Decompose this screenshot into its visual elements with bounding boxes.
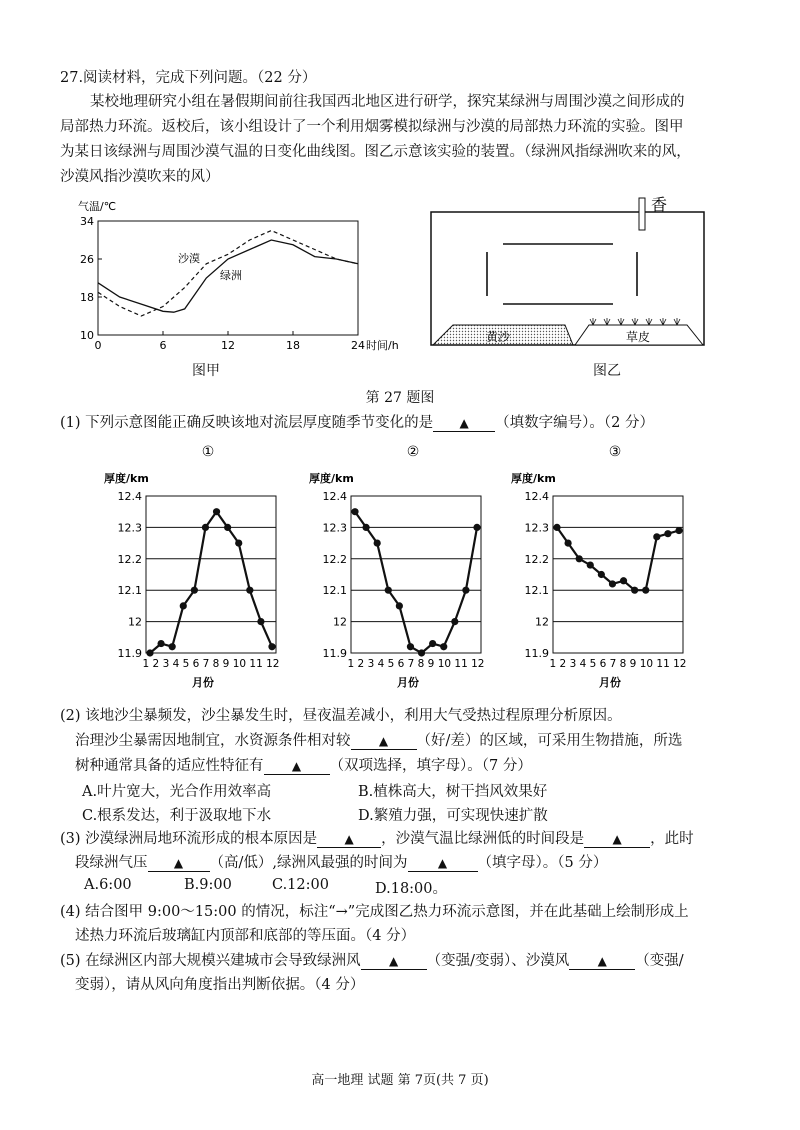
chart-month-ticks: 1 2 3 4 5 6 7 8 9 10 11 12: [347, 658, 485, 670]
chart-number: ②: [406, 444, 420, 460]
q2-line3-before: 树种通常具备的适应性特征有: [75, 758, 264, 774]
q2-option-d[interactable]: D.繁殖力强，可实现快速扩散: [358, 808, 548, 824]
thickness-point: [473, 524, 480, 531]
q4-line-1: (4) 结合图甲 9:00～15:00 的情况，标注“→”完成图乙热力环流示意图，并在此基础上绘制形成上: [60, 904, 689, 920]
fig-jia-ytick: 26: [80, 253, 94, 266]
grass-tufts: [590, 318, 680, 325]
thickness-point: [429, 640, 436, 647]
q2-line-1: (2) 该地沙尘暴频发，沙尘暴发生时，昼夜温差减小，利用大气受热过程原理分析原因。: [60, 708, 622, 724]
q5-line1-c: （变强/: [635, 953, 684, 969]
thickness-point: [374, 540, 381, 547]
thickness-line: [150, 512, 272, 653]
chart-ytick: 12.2: [322, 552, 347, 566]
q1-line: [60, 413, 654, 433]
thickness-point: [180, 602, 187, 609]
incense-stick: [639, 198, 645, 230]
triangle-icon: ▲: [173, 856, 184, 870]
thickness-point: [653, 533, 660, 540]
desert-series-label: 沙漠: [178, 252, 200, 265]
thickness-point: [257, 618, 264, 625]
thickness-point: [191, 587, 198, 594]
thickness-point: [268, 643, 275, 650]
chart-frame: [351, 496, 481, 653]
thickness-point: [440, 643, 447, 650]
q5-line1-a: (5) 在绿洲区内部大规模兴建城市会导致绿洲风: [60, 953, 361, 969]
q3-blank-3[interactable]: [148, 855, 210, 872]
fig-yi-apparatus: [425, 192, 715, 357]
oasis-series-label: 绿洲: [220, 269, 242, 282]
chart-xlabel: 月份: [192, 676, 214, 689]
q3-line2-a: 段绿洲气压: [75, 855, 148, 871]
chart-ytick: 11.9: [322, 647, 347, 660]
thickness-point: [235, 540, 242, 547]
q2-blank-1[interactable]: [351, 733, 417, 750]
q2-option-c[interactable]: C.根系发达，利于汲取地下水: [82, 808, 272, 824]
triangle-icon: ▲: [612, 832, 622, 846]
fig-jia-xtick: 12: [221, 339, 235, 352]
q1-text-after: （填数字编号）。（2 分）: [495, 415, 654, 431]
chart-ylabel: 厚度/km: [309, 472, 354, 485]
thickness-point: [587, 561, 594, 568]
chart-ytick: 12: [128, 615, 142, 629]
thickness-point: [146, 649, 153, 656]
q3-line2-b: （高/低）,绿洲风最强的时间为: [209, 855, 408, 871]
q2-line3-after: （双项选择，填字母）。（7 分）: [329, 758, 532, 774]
thickness-point: [675, 527, 682, 534]
fig-yi-caption: 图乙: [593, 363, 621, 379]
q5-blank-1[interactable]: [361, 953, 427, 970]
thickness-chart-2: [305, 438, 505, 698]
thickness-point: [553, 524, 560, 531]
fig-jia-xtick: 24: [351, 339, 365, 352]
chart-month-ticks: 1 2 3 4 5 6 7 8 9 10 11 12: [142, 658, 280, 670]
intro-line-3: 为某日该绿洲与周围沙漠气温的日变化曲线图。图乙示意该实验的装置。（绿洲风指绿洲吹来的风，: [60, 144, 691, 160]
chart-ylabel: 厚度/km: [511, 472, 556, 485]
thickness-point: [246, 587, 253, 594]
fig-jia-ytick: 18: [80, 291, 94, 304]
intro-line-4: 沙漠风指沙漠吹来的风）: [60, 169, 220, 185]
chart-month-ticks: 1 2 3 4 5 6 7 8 9 10 11 12: [549, 658, 687, 670]
question-title: 27.阅读材料，完成下列问题。（22 分）: [60, 70, 317, 86]
chart-ytick: 12.3: [524, 521, 549, 535]
q2-blank-2[interactable]: [264, 758, 330, 775]
chart-xlabel: 月份: [397, 676, 419, 689]
triangle-icon: ▲: [597, 954, 607, 968]
fig-jia-xtick: 6: [159, 339, 167, 352]
chart-ytick: 11.9: [117, 647, 142, 660]
figure-caption: 第 27 题图: [365, 390, 435, 406]
thickness-point: [213, 508, 220, 515]
chart-xlabel: 月份: [599, 676, 621, 689]
fig-jia-chart: [60, 196, 399, 366]
thickness-point: [620, 577, 627, 584]
q3-option-c[interactable]: C.12:00: [272, 877, 329, 893]
triangle-icon: ▲: [437, 856, 448, 870]
thickness-point: [609, 580, 616, 587]
thickness-point: [664, 530, 671, 537]
fig-jia-ytick: 10: [80, 329, 94, 342]
chart-ylabel: 厚度/km: [104, 472, 149, 485]
intro-line-2: 局部热力环流。返校后，该小组设计了一个利用烟雾模拟绿洲与沙漠的局部热力环流的实验。图甲: [60, 119, 684, 135]
q2-line2-mid: （好/差）的区域，可采用生物措施，所选: [416, 733, 683, 749]
thickness-point: [362, 524, 369, 531]
q2-option-a[interactable]: A.叶片宽大，光合作用效率高: [82, 784, 272, 800]
thickness-point: [157, 640, 164, 647]
chart-ytick: 12.1: [117, 584, 142, 598]
q3-line1-c: ，此时: [650, 831, 694, 847]
q3-line2-c: （填字母）。（5 分）: [477, 855, 608, 871]
chart-ytick: 12.3: [117, 521, 142, 535]
sand-label: 黄沙: [485, 330, 511, 344]
triangle-icon: ▲: [291, 759, 302, 773]
thickness-point: [418, 649, 425, 656]
chart-ytick: 12: [333, 615, 347, 629]
thickness-point: [462, 587, 469, 594]
chart-number: ③: [608, 444, 622, 460]
fig-jia-xtick: 0: [94, 339, 102, 352]
thickness-point: [396, 602, 403, 609]
thickness-point: [642, 587, 649, 594]
chart-ytick: 12.2: [524, 552, 549, 566]
triangle-icon: ▲: [459, 416, 469, 430]
thickness-point: [224, 524, 231, 531]
fig-jia-caption: 图甲: [192, 363, 220, 379]
chart-ytick: 12.4: [117, 490, 142, 503]
q3-blank-4[interactable]: [408, 855, 478, 872]
q2-option-b[interactable]: B.植株高大，树干挡风效果好: [358, 784, 548, 800]
chart-frame: [553, 496, 683, 653]
q5-line-1: [60, 951, 684, 971]
intro-line-1: 某校地理研究小组在暑假期间前往我国西北地区进行研学，探究某绿洲与周围沙漠之间形成的: [90, 94, 685, 110]
thickness-chart-3: [507, 438, 707, 698]
chart-ytick: 12.4: [524, 490, 549, 503]
q5-line1-b: （变强/变弱）、沙漠风: [426, 953, 570, 969]
grass-label: 草皮: [625, 330, 651, 344]
q3-line-2: [75, 853, 607, 873]
chart-ytick: 12: [535, 615, 549, 629]
q2-line2-before: 治理沙尘暴需因地制宜，水资源条件相对较: [75, 733, 351, 749]
fig-jia-xlabel: 时间/h: [366, 339, 399, 352]
thickness-line: [355, 512, 477, 653]
q3-line1-a: (3) 沙漠绿洲局地环流形成的根本原因是: [60, 831, 318, 847]
q3-blank-1[interactable]: [317, 831, 381, 848]
thickness-point: [631, 587, 638, 594]
page-footer: 高一地理 试题 第 7页(共 7 页): [311, 1073, 489, 1088]
q5-blank-2[interactable]: [569, 953, 635, 970]
thickness-point: [169, 643, 176, 650]
q2-line-2: [75, 731, 682, 751]
thickness-point: [598, 571, 605, 578]
q4-line-2: 述热力环流后玻璃缸内顶部和底部的等压面。（4 分）: [75, 928, 416, 944]
chart-number: ①: [201, 444, 215, 460]
chart-ytick: 12.1: [524, 584, 549, 598]
q1-text-before: (1) 下列示意图能正确反映该地对流层厚度随季节变化的是: [60, 415, 434, 431]
triangle-icon: ▲: [378, 734, 389, 748]
fig-jia-ylabel: 气温/℃: [78, 200, 117, 213]
triangle-icon: ▲: [344, 832, 354, 846]
thickness-point: [351, 508, 358, 515]
thickness-point: [576, 555, 583, 562]
q5-line-2: 变弱），请从风向角度指出判断依据。（4 分）: [75, 977, 365, 993]
chart-ytick: 11.9: [524, 647, 549, 660]
q3-line-1: [60, 829, 694, 849]
chart-ytick: 12.4: [322, 490, 347, 503]
chart-ytick: 12.2: [117, 552, 142, 566]
chart-ytick: 12.1: [322, 584, 347, 598]
q2-line-3: [75, 756, 532, 776]
thickness-point: [564, 540, 571, 547]
q3-option-d[interactable]: D.18:00。: [375, 881, 448, 897]
fig-jia-xtick: 18: [286, 339, 300, 352]
thickness-point: [202, 524, 209, 531]
incense-label: 香: [651, 195, 668, 214]
thickness-point: [451, 618, 458, 625]
thickness-point: [407, 643, 414, 650]
thickness-chart-1: [100, 438, 300, 698]
q1-answer-blank[interactable]: [433, 415, 495, 432]
fig-jia-ytick: 34: [80, 215, 94, 228]
q3-option-b[interactable]: B.9:00: [184, 877, 232, 893]
triangle-icon: ▲: [389, 954, 399, 968]
chart-ytick: 12.3: [322, 521, 347, 535]
q3-line1-b: ，沙漠气温比绿洲低的时间段是: [381, 831, 585, 847]
q3-option-a[interactable]: A.6:00: [84, 877, 132, 893]
q3-blank-2[interactable]: [584, 831, 650, 848]
thickness-point: [385, 587, 392, 594]
